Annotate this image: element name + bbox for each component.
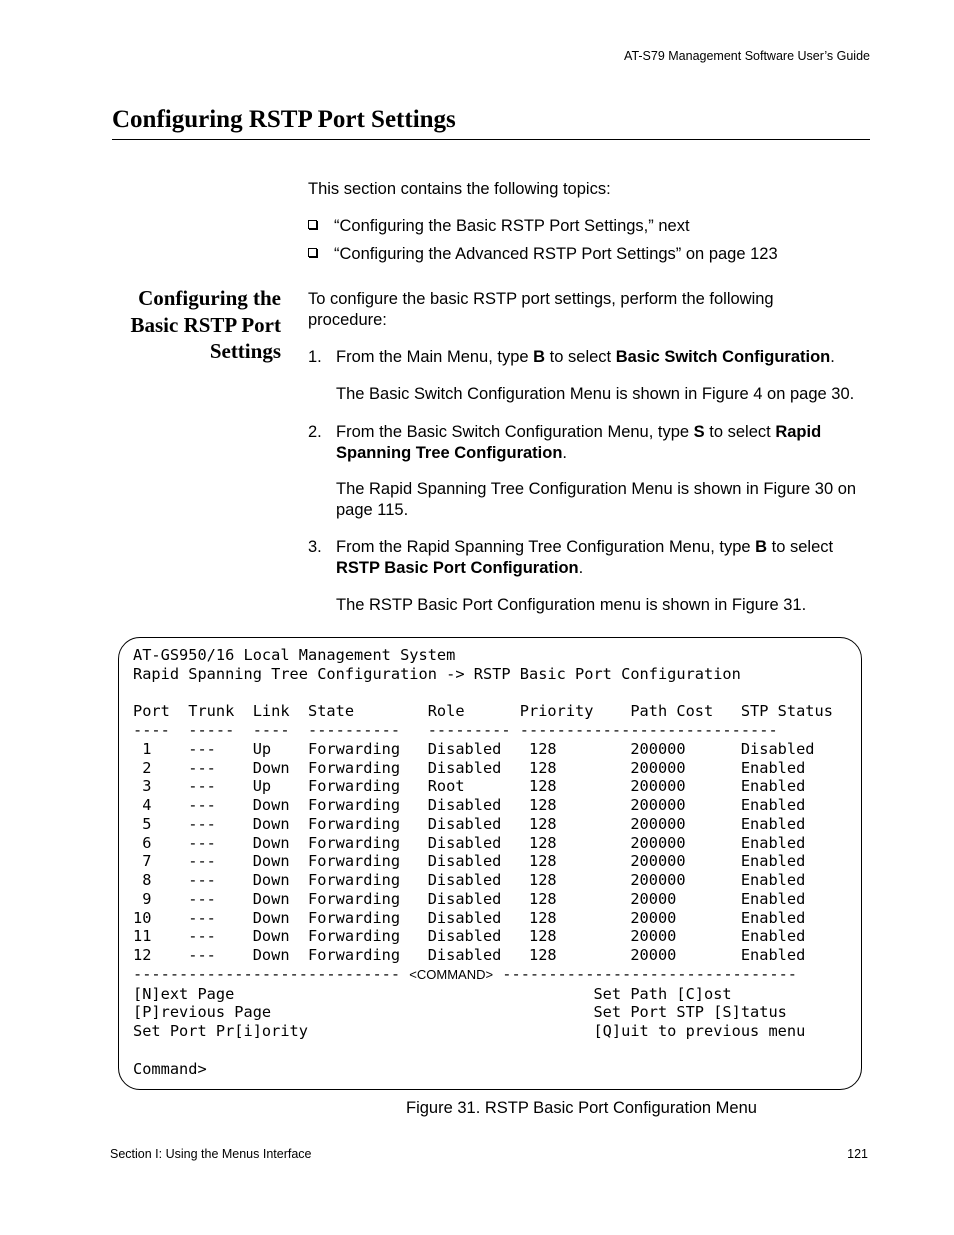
table-row: 2 --- Down Forwarding Disabled 128 200000 Enabled — [133, 758, 806, 777]
command-separator: ----------------------------- <COMMAND> -------------------------------- — [133, 964, 798, 983]
table-row: 4 --- Down Forwarding Disabled 128 200000 Enabled — [133, 796, 806, 814]
table-header: Port Trunk Link State Role Priority Path Cost STP Status — [133, 702, 833, 721]
command-prompt[interactable]: Command> — [133, 1059, 207, 1078]
step-instruction: From the Basic Switch Configuration Menu, type S to select Rapid Spanning Tree Configuration. — [336, 423, 822, 462]
intro-text: This section contains the following topics: — [308, 180, 611, 198]
table-row: 8 --- Down Forwarding Disabled 128 200000 Enabled — [133, 871, 806, 889]
step-note: The RSTP Basic Port Configuration menu is shown in Figure 31. — [336, 596, 807, 614]
step-number: 3. — [308, 538, 322, 556]
command-label: <COMMAND> — [409, 966, 494, 982]
table-row: 11 --- Down Forwarding Disabled 128 20000 Enabled — [133, 927, 806, 946]
terminal-screen-text — [133, 646, 833, 1078]
step-instruction: From the Rapid Spanning Tree Configuration Menu, type B to select RSTP Basic Port Configuration. — [336, 538, 834, 577]
topic-item[interactable] — [308, 244, 868, 265]
step-note: The Basic Switch Configuration Menu is shown in Figure 4 on page 30. — [336, 385, 855, 403]
table-row: 7 --- Down Forwarding Disabled 128 200000 Enabled — [133, 852, 806, 871]
table-row: 6 --- Down Forwarding Disabled 128 200000 Enabled — [133, 833, 806, 852]
topic-item[interactable] — [308, 216, 868, 237]
menu-option-line[interactable]: Set Port Pr[i]ority [Q]uit to previous menu — [133, 1022, 806, 1040]
figure-caption: Figure 31. RSTP Basic Port Configuration Menu — [406, 1099, 757, 1117]
menu-option-line[interactable]: [N]ext Page Set Path [C]ost — [133, 984, 732, 1003]
screen-title: AT-GS950/16 Local Management System — [133, 646, 456, 664]
blank-line — [133, 1041, 833, 1060]
bullet-square-icon — [308, 248, 317, 257]
title-rule — [112, 139, 870, 140]
table-row: 10 --- Down Forwarding Disabled 128 20000 Enabled — [133, 908, 806, 927]
procedure-lead: To configure the basic RSTP port settings, perform the following procedure: — [308, 290, 774, 329]
table-header-rule: ---- ----- ---- ---------- --------- ---------------------------- — [133, 721, 778, 739]
screen-breadcrumb: Rapid Spanning Tree Configuration -> RSTP Basic Port Configuration — [133, 664, 741, 683]
table-row: 12 --- Down Forwarding Disabled 128 20000 Enabled — [133, 946, 806, 964]
section-title: Configuring RSTP Port Settings — [112, 106, 456, 133]
topic-link-basic[interactable]: “Configuring the Basic RSTP Port Settings,” next — [334, 217, 690, 235]
topic-link-advanced[interactable]: “Configuring the Advanced RSTP Port Settings” on page 123 — [334, 245, 778, 263]
running-header: AT-S79 Management Software User’s Guide — [624, 49, 870, 63]
table-row: 1 --- Up Forwarding Disabled 128 200000 Disabled — [133, 739, 815, 758]
blank-line — [133, 684, 833, 703]
bullet-square-icon — [308, 220, 317, 229]
table-row: 5 --- Down Forwarding Disabled 128 200000 Enabled — [133, 814, 806, 833]
page-number: 121 — [847, 1147, 868, 1161]
step-number: 1. — [308, 348, 322, 366]
step-instruction: From the Main Menu, type B to select Basic Switch Configuration. — [336, 348, 835, 366]
table-row: 3 --- Up Forwarding Root 128 200000 Enabled — [133, 777, 806, 796]
subsection-title: Configuring the Basic RSTP Port Settings — [130, 286, 281, 363]
menu-option-line[interactable]: [P]revious Page Set Port STP [S]tatus — [133, 1003, 787, 1022]
footer-section: Section I: Using the Menus Interface — [110, 1147, 312, 1161]
step-number: 2. — [308, 423, 322, 441]
table-row: 9 --- Down Forwarding Disabled 128 20000 Enabled — [133, 889, 806, 908]
step-note: The Rapid Spanning Tree Configuration Menu is shown in Figure 30 on page 115. — [336, 480, 857, 519]
